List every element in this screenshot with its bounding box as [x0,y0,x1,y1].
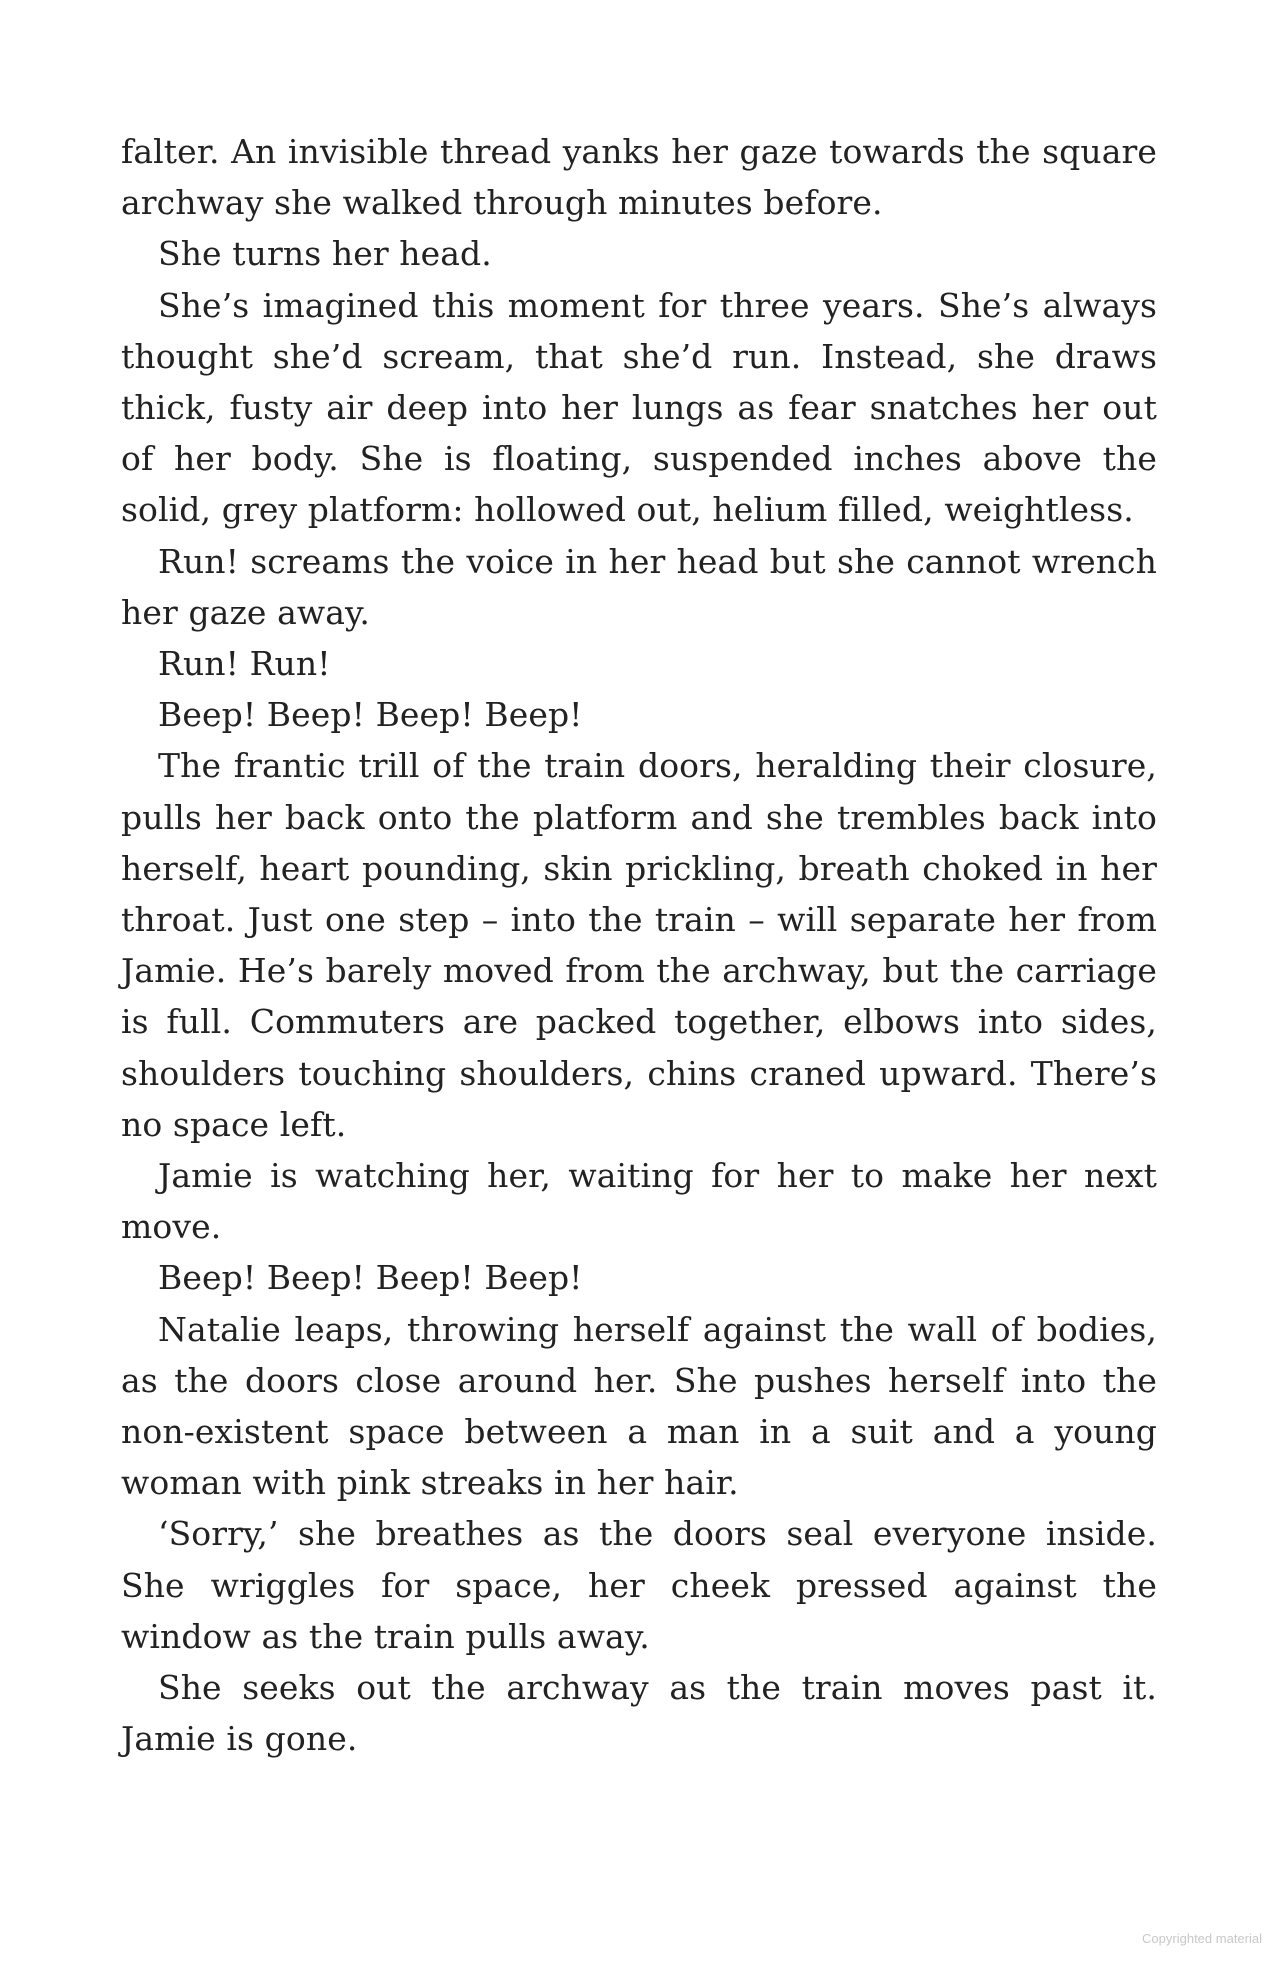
paragraph: Jamie is watching her, waiting for her to make her next move. [121,1156,1157,1247]
paragraph: falter. An invisible thread yanks her gaze towards the square archway she walked through minutes before. [121,132,1157,223]
paragraph: Run! Run! [158,644,331,684]
paragraph: The frantic trill of the train doors, heralding their closure, pulls her back onto the platform and she trembles back into herself, heart pounding, skin prickling, breath choked in her throat. Just one step – into the train – will separate her from Jamie. He’s barely moved from the archway, but the carriage is full. Commuters are packed together, elbows into sides, shoulders touching shoulders, chins craned upward. There’s no space left. [121,746,1157,1144]
paragraph: Beep! Beep! Beep! Beep! [158,1258,583,1298]
paragraph: She seeks out the archway as the train moves past it. Jamie is gone. [121,1668,1157,1759]
paragraph: She turns her head. [158,234,492,274]
copyright-watermark: Copyrighted material [1142,1931,1262,1946]
body-text [121,126,1157,1765]
paragraph: Natalie leaps, throwing herself against the wall of bodies, as the doors close around her. She pushes herself into the non-existent space between a man in a suit and a young woman with pink streaks in her hair. [121,1309,1157,1503]
paragraph: ‘Sorry,’ she breathes as the doors seal everyone inside. She wriggles for space, her cheek pressed against the window as the train pulls away. [121,1514,1157,1656]
paragraph: She’s imagined this moment for three years. She’s always thought she’d scream, that she’d run. Instead, she draws thick, fusty air deep into her lungs as fear snatches her out of her body. She is floating, suspended inches above the solid, grey platform: hollowed out, helium filled, weightless. [121,285,1157,530]
paragraph: Beep! Beep! Beep! Beep! [158,695,583,735]
paragraph: Run! screams the voice in her head but she cannot wrench her gaze away. [121,541,1157,632]
